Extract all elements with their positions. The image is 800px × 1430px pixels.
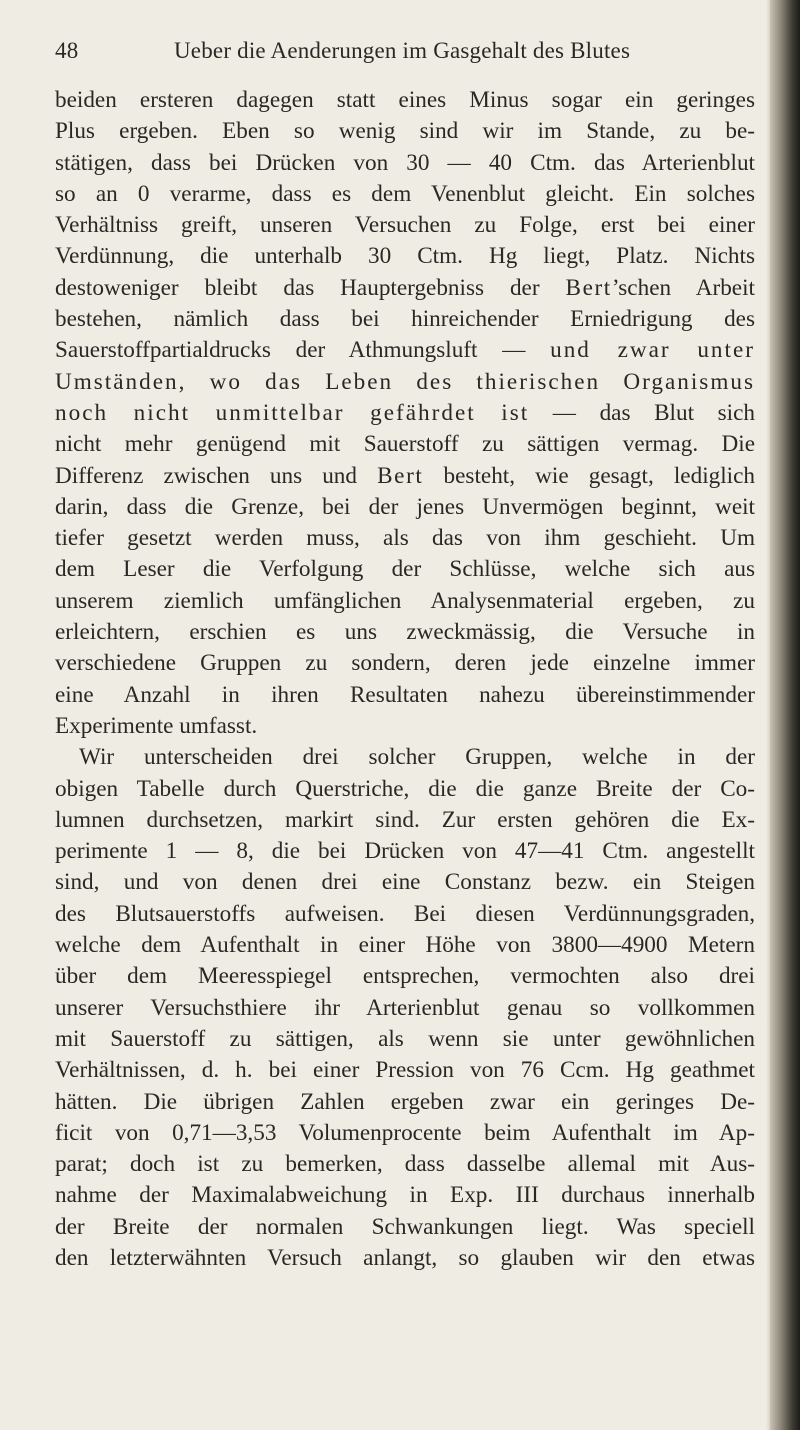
text-line: beiden ersteren dagegen statt eines Minus sogar ein geringes — [55, 87, 755, 113]
text-line: ficit von 0,71—3,53 Volumenprocente beim Aufenthalt im Ap- — [55, 1119, 755, 1146]
text-line: so an 0 verarme, dass es dem Venenblut gleicht. Ein solches — [55, 180, 755, 207]
body-text — [55, 85, 755, 1274]
text-line: unserem ziemlich umfänglichen Analysenmaterial ergeben, zu — [55, 587, 755, 614]
text-line: nicht mehr genügend mit Sauerstoff zu sättigen vermag. Die — [55, 431, 755, 458]
text-line: Plus ergeben. Eben so wenig sind wir im Stande, zu be- — [55, 118, 755, 145]
text-line: welche dem Aufenthalt in einer Höhe von 3800—4900 Metern — [55, 932, 755, 959]
text-line: Verdünnung, die unterhalb 30 Ctm. Hg liegt, Platz. Nichts — [55, 243, 755, 270]
text-line: bestehen, nämlich dass bei hinreichender Erniedrigung des — [55, 306, 755, 333]
page-number: 48 — [55, 38, 79, 63]
text-line: eine Anzahl in ihren Resultaten nahezu übereinstimmender — [55, 681, 755, 708]
text-line: darin, dass die Grenze, bei der jenes Unvermögen beginnt, weit — [55, 493, 755, 520]
running-head: Ueber die Aenderungen im Gasgehalt des Blutes — [174, 38, 631, 63]
text-line: erleichtern, erschien es uns zweckmässig, die Versuche in — [55, 619, 755, 646]
text-line: Sauerstoffpartialdrucks der Athmungsluft — und zwar unter — [55, 337, 755, 364]
text-line: den letzterwähnten Versuch anlangt, so glauben wir den etwas — [55, 1244, 755, 1271]
emphasis: noch nicht unmittelbar gefährdet ist — [55, 399, 530, 426]
text-line: Differenz zwischen uns und Bert besteht, wie gesagt, lediglich — [55, 462, 755, 489]
text-line: sind, und von denen drei eine Constanz bezw. ein Steigen — [55, 869, 755, 896]
text-line: destoweniger bleibt das Hauptergebniss der Bert’schen Arbeit — [55, 274, 755, 301]
text-line: Verhältnissen, d. h. bei einer Pression von 76 Ccm. Hg geathmet — [55, 1057, 755, 1084]
text-line: Verhältniss greift, unseren Versuchen zu Folge, erst bei einer — [55, 212, 755, 239]
text-line: lumnen durchsetzen, markirt sind. Zur ersten gehören die Ex- — [55, 806, 755, 833]
author-name: Bert — [565, 274, 612, 301]
paragraph-start: Wir unterscheiden drei solcher Gruppen, welche in der — [79, 744, 755, 771]
text-line-emphasis: Umständen, wo das Leben des thierischen Organismus — [55, 368, 755, 395]
book-binding-edge — [770, 0, 800, 1430]
text-line: nahme der Maximalabweichung in Exp. III durchaus innerhalb — [55, 1182, 755, 1209]
text-line: parat; doch ist zu bemerken, dass dasselbe allemal mit Aus- — [55, 1151, 755, 1178]
text-line: stätigen, dass bei Drücken von 30 — 40 Ctm. das Arterienblut — [55, 149, 755, 176]
text-line: unserer Versuchsthiere ihr Arterienblut genau so vollkommen — [55, 994, 755, 1021]
text-line: tiefer gesetzt werden muss, als das von ihm geschieht. Um — [55, 525, 755, 552]
text-line: dem Leser die Verfolgung der Schlüsse, welche sich aus — [55, 556, 755, 583]
author-name: Bert — [377, 462, 424, 489]
emphasis: und zwar unter — [550, 337, 755, 364]
text-line: perimente 1 — 8, die bei Drücken von 47—41 Ctm. angestellt — [55, 838, 755, 865]
text-line: mit Sauerstoff zu sättigen, als wenn sie unter gewöhnlichen — [55, 1025, 755, 1052]
text-line: des Blutsauerstoffs aufweisen. Bei diesen Verdünnungsgraden, — [55, 900, 755, 927]
text-line: über dem Meeresspiegel entsprechen, vermochten also drei — [55, 963, 755, 990]
text-line: noch nicht unmittelbar gefährdet ist — das Blut sich — [55, 399, 755, 426]
text-line: verschiedene Gruppen zu sondern, deren jede einzelne immer — [55, 650, 755, 677]
text-line: Experimente umfasst. — [55, 712, 258, 739]
text-line: hätten. Die übrigen Zahlen ergeben zwar ein geringes De- — [55, 1088, 755, 1115]
text-line: der Breite der normalen Schwankungen liegt. Was speciell — [55, 1213, 755, 1240]
text-line: obigen Tabelle durch Querstriche, die die ganze Breite der Co- — [55, 775, 755, 802]
